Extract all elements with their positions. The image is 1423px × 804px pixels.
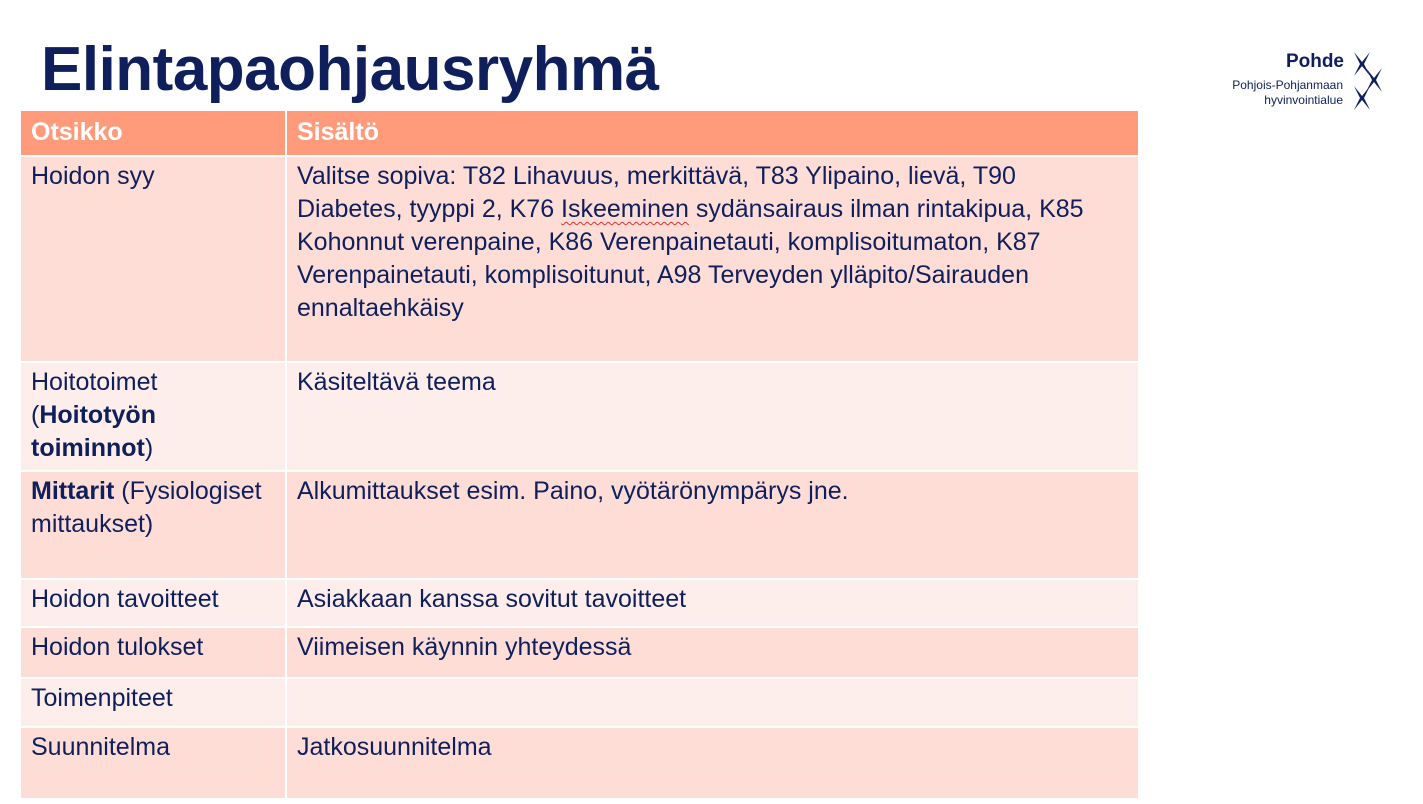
slide-title: Elintapaohjausryhmä bbox=[41, 35, 659, 104]
row-label: Hoidon tavoitteet bbox=[20, 579, 286, 627]
table-header-row bbox=[20, 110, 1139, 156]
row-label-text-end: ) bbox=[144, 434, 154, 462]
row-label: Suunnitelma bbox=[20, 727, 286, 799]
row-label-text: Hoidon syy bbox=[31, 162, 155, 190]
logo-star-icon bbox=[1350, 46, 1386, 112]
table-row bbox=[20, 727, 1139, 799]
table-row bbox=[20, 471, 1139, 579]
pohde-logo bbox=[1210, 46, 1400, 116]
row-content: Asiakkaan kanssa sovitut tavoitteet bbox=[286, 579, 1139, 627]
row-label bbox=[20, 471, 286, 579]
header-sisalto: Sisältö bbox=[286, 110, 1139, 156]
row-label: Hoidon tulokset bbox=[20, 627, 286, 678]
row-content bbox=[286, 156, 1139, 362]
row-label-text: Hoitotoimet ( bbox=[31, 368, 158, 429]
table-row bbox=[20, 627, 1139, 678]
table-row bbox=[20, 678, 1139, 727]
row-label: Toimenpiteet bbox=[20, 678, 286, 727]
row-label bbox=[20, 156, 286, 362]
row-content: Alkumittaukset esim. Paino, vyötärönympärys jne. bbox=[286, 471, 1139, 579]
header-otsikko: Otsikko bbox=[20, 110, 286, 156]
logo-name: Pohde bbox=[1285, 51, 1344, 72]
row-label bbox=[20, 362, 286, 471]
spellcheck-flagged-word: Iskeeminen bbox=[561, 195, 689, 223]
row-content bbox=[286, 678, 1139, 727]
row-content-text: Valitse sopiva: T82 Lihavuus, merkittävä, T83 Ylipaino, lievä, T90 Diabetes, tyyppi 2, K76 bbox=[297, 162, 1016, 223]
row-content: Viimeisen käynnin yhteydessä bbox=[286, 627, 1139, 678]
row-label-text: (Fysiologiset mittaukset) bbox=[31, 477, 262, 538]
content-table bbox=[19, 109, 1140, 800]
row-label-bold: Hoitotyön toiminnot bbox=[31, 401, 156, 462]
logo-subtitle-line1: Pohjois-Pohjanmaan bbox=[1232, 78, 1343, 92]
table-row bbox=[20, 362, 1139, 471]
table-row bbox=[20, 579, 1139, 627]
table-row bbox=[20, 156, 1139, 362]
row-content-text-cont: sydänsairaus ilman rintakipua, K85 Kohonnut verenpaine, K86 Verenpainetauti, komplisoitumaton, K87 Verenpainetauti, komplisoitunut, A98 Terveyden ylläpito/Sairauden ennaltaehkäisy bbox=[297, 195, 1084, 322]
row-content: Jatkosuunnitelma bbox=[286, 727, 1139, 799]
logo-subtitle-line2: hyvinvointialue bbox=[1264, 93, 1343, 107]
row-content: Käsiteltävä teema bbox=[286, 362, 1139, 471]
row-label-bold: Mittarit bbox=[31, 477, 115, 505]
